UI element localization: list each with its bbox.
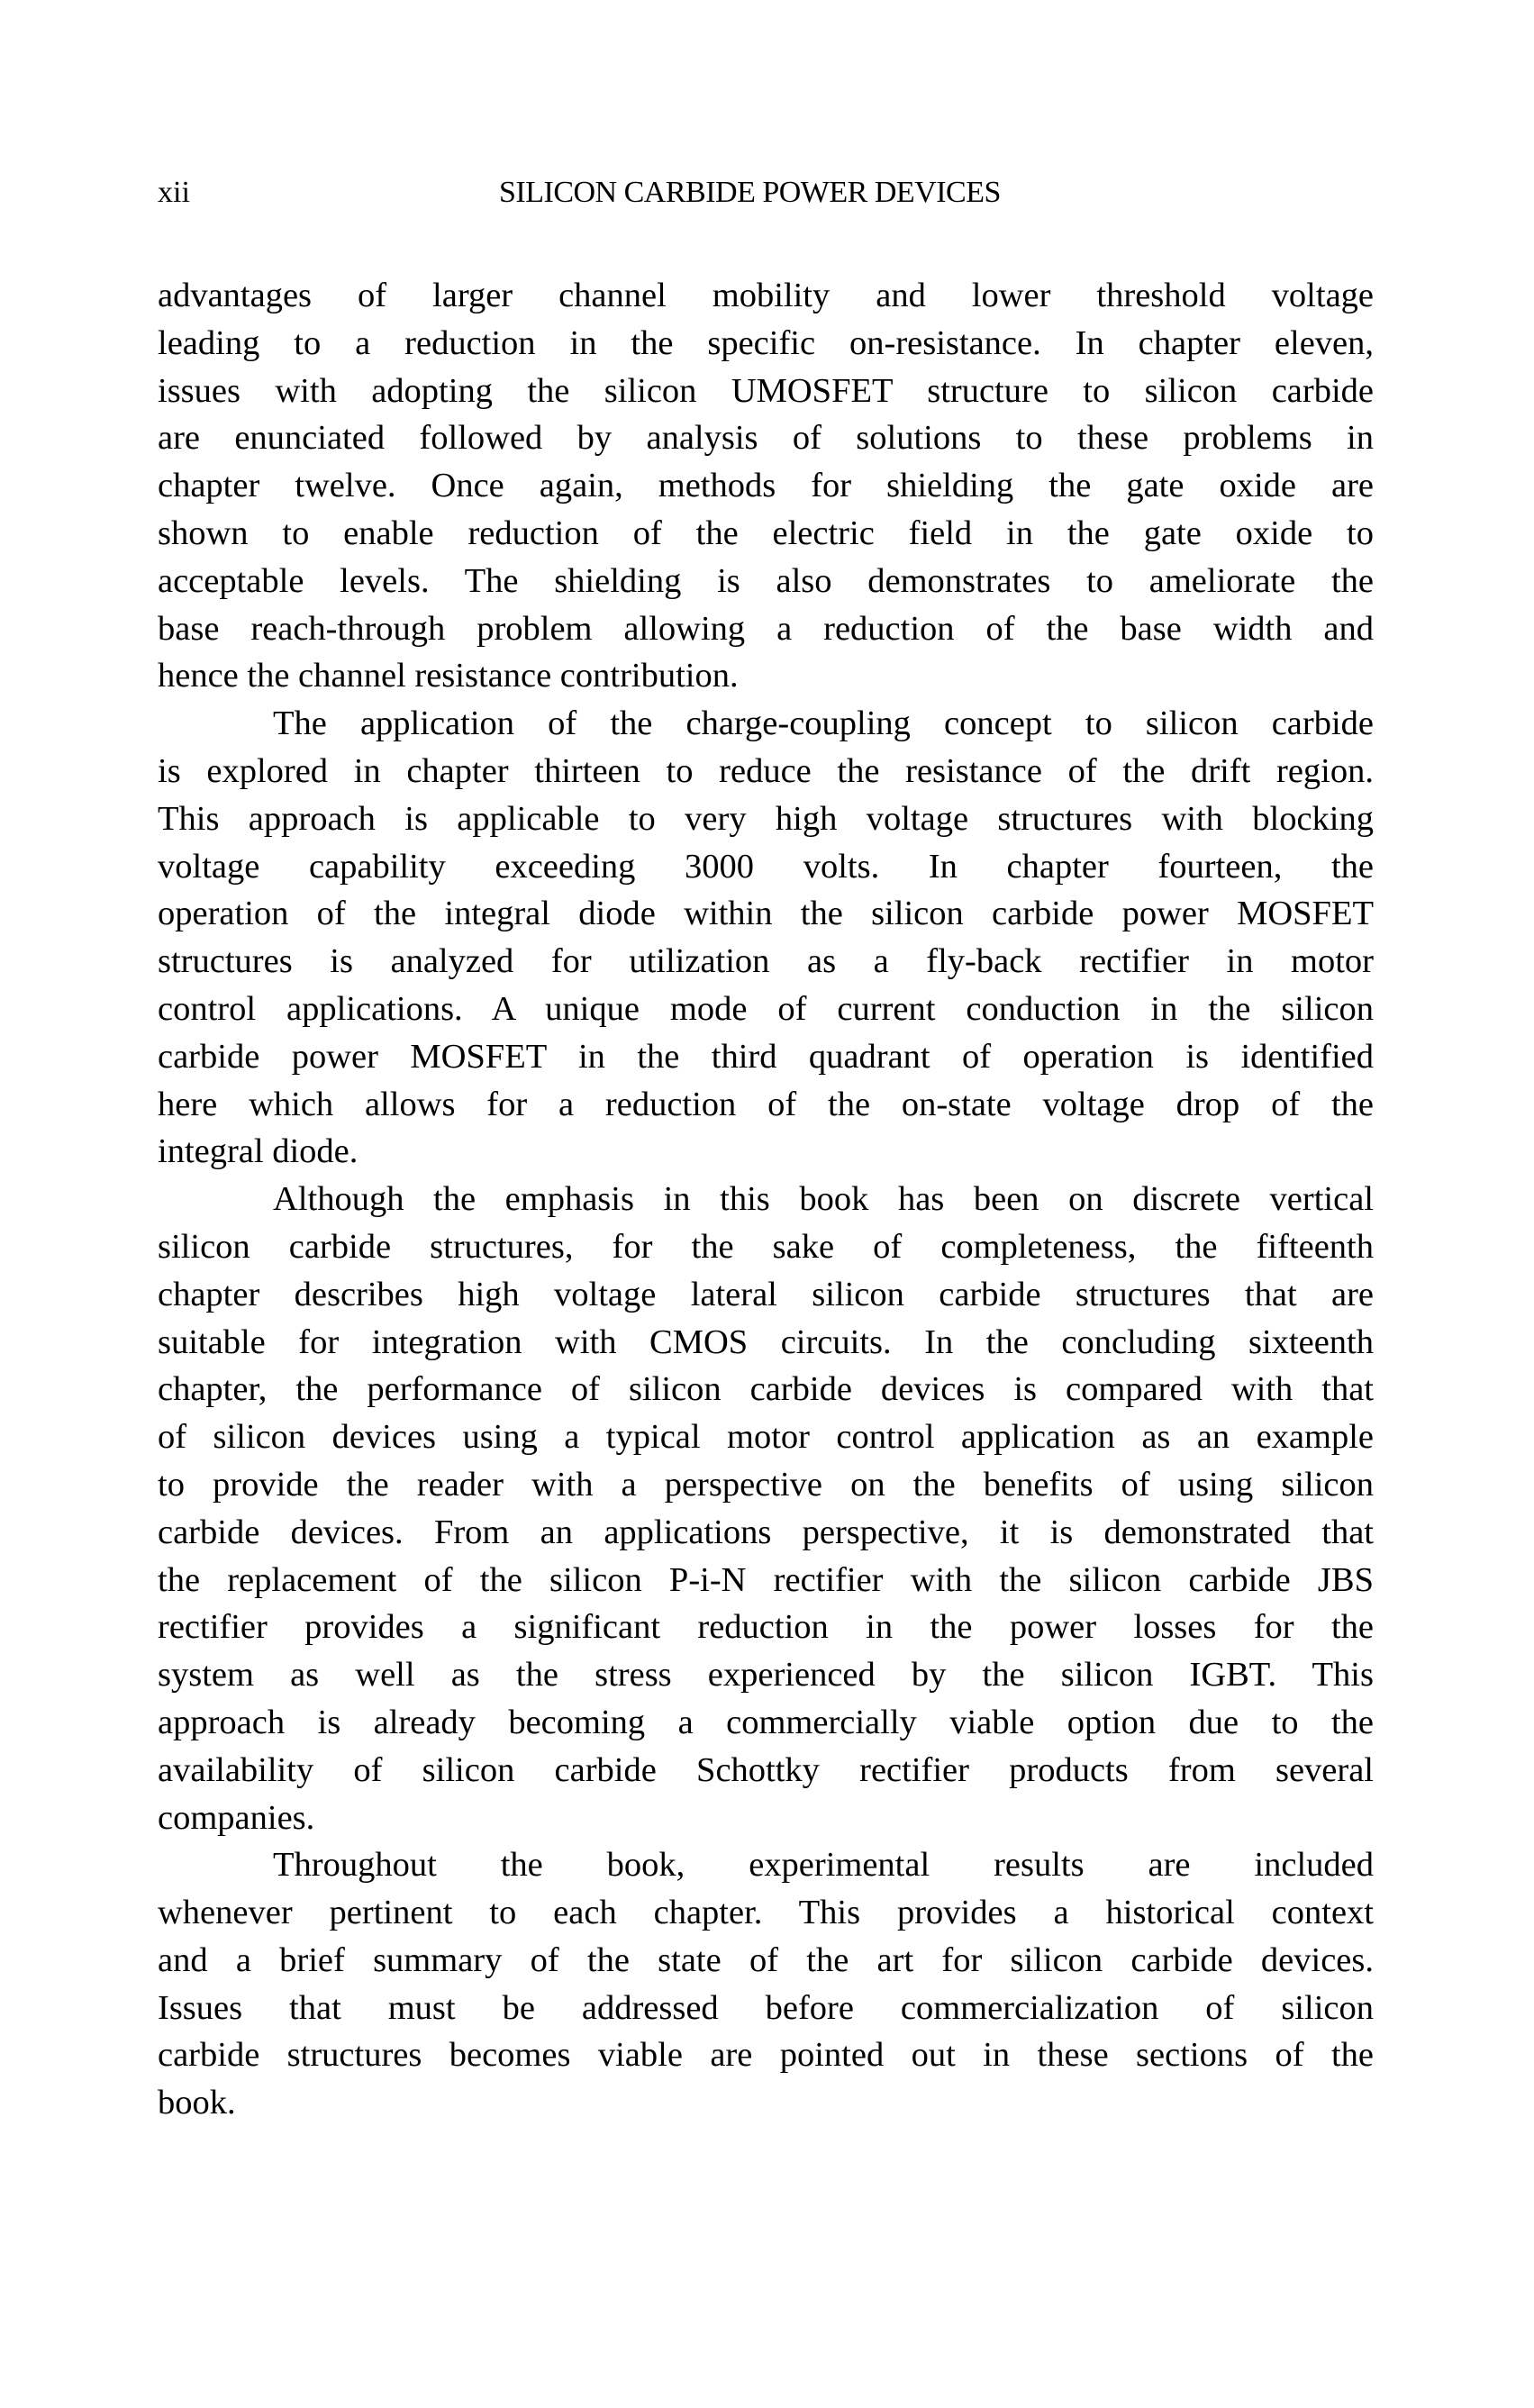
text-line: approach is already becoming a commercially viable option due to the [158,1703,1374,1741]
text-line: advantages of larger channel mobility and lower threshold voltage [158,277,1374,314]
paragraph [158,1841,1374,2127]
text-line: availability of silicon carbide Schottky rectifier products from several [158,1750,1374,1789]
text-line: acceptable levels. The shielding is also demonstrates to ameliorate the [158,561,1374,600]
text-line: and a brief summary of the state of the art for silicon carbide devices. [158,1940,1374,1979]
text-line: companies. [158,1798,315,1837]
text-line: rectifier provides a significant reduction in the power losses for the [158,1608,1374,1647]
running-header [158,173,1374,213]
text-line: leading to a reduction in the specific on-resistance. In chapter eleven, [158,323,1374,362]
text-line: Although the emphasis in this book has been on discrete vertical [273,1180,1374,1219]
text-line: This approach is applicable to very high voltage structures with blocking [158,799,1374,838]
text-line: whenever pertinent to each chapter. This provides a historical context [158,1894,1374,1932]
text-line: the replacement of the silicon P-i-N rectifier with the silicon carbide JBS [158,1560,1374,1599]
paragraph [158,1176,1374,1841]
text-line: chapter, the performance of silicon carbide devices is compared with that [158,1370,1374,1409]
text-line: voltage capability exceeding 3000 volts. In chapter fourteen, the [158,847,1374,886]
text-line: suitable for integration with CMOS circuits. In the concluding sixteenth [158,1322,1374,1361]
paragraph [158,700,1374,1176]
body-text [158,272,1374,2127]
running-title: SILICON CARBIDE POWER DEVICES [499,176,1001,209]
text-line: issues with adopting the silicon UMOSFET structure to silicon carbide [158,371,1374,410]
text-line: The application of the charge-coupling concept to silicon carbide [273,704,1374,743]
text-line: carbide power MOSFET in the third quadrant of operation is identified [158,1037,1374,1076]
text-line: hence the channel resistance contribution. [158,657,739,695]
text-line: here which allows for a reduction of the on-state voltage drop of the [158,1085,1374,1123]
text-line: chapter twelve. Once again, methods for shielding the gate oxide are [158,467,1374,505]
text-line: chapter describes high voltage lateral silicon carbide structures that are [158,1275,1374,1313]
text-line: carbide devices. From an applications perspective, it is demonstrated that [158,1513,1374,1551]
text-line: shown to enable reduction of the electric field in the gate oxide to [158,513,1374,552]
text-line: operation of the integral diode within the silicon carbide power MOSFET [158,895,1374,933]
text-line: control applications. A unique mode of current conduction in the silicon [158,989,1374,1028]
text-line: integral diode. [158,1132,359,1171]
text-line: Throughout the book, experimental results are included [273,1846,1374,1885]
text-line: are enunciated followed by analysis of solutions to these problems in [158,419,1374,458]
text-line: of silicon devices using a typical motor control application as an example [158,1418,1374,1457]
paragraph [158,272,1374,700]
text-line: base reach-through problem allowing a reduction of the base width and [158,609,1374,648]
text-line: book. [158,2084,236,2122]
text-line: silicon carbide structures, for the sake of completeness, the fifteenth [158,1227,1374,1266]
text-line: to provide the reader with a perspective on the benefits of using silicon [158,1465,1374,1504]
text-line: structures is analyzed for utilization as a fly-back rectifier in motor [158,942,1374,981]
text-line: carbide structures becomes viable are pointed out in these sections of the [158,2036,1374,2075]
text-line: is explored in chapter thirteen to reduce the resistance of the drift region. [158,751,1374,790]
text-line: system as well as the stress experienced by the silicon IGBT. This [158,1656,1374,1695]
page-number: xii [158,176,190,209]
text-line: Issues that must be addressed before commercialization of silicon [158,1988,1374,2027]
